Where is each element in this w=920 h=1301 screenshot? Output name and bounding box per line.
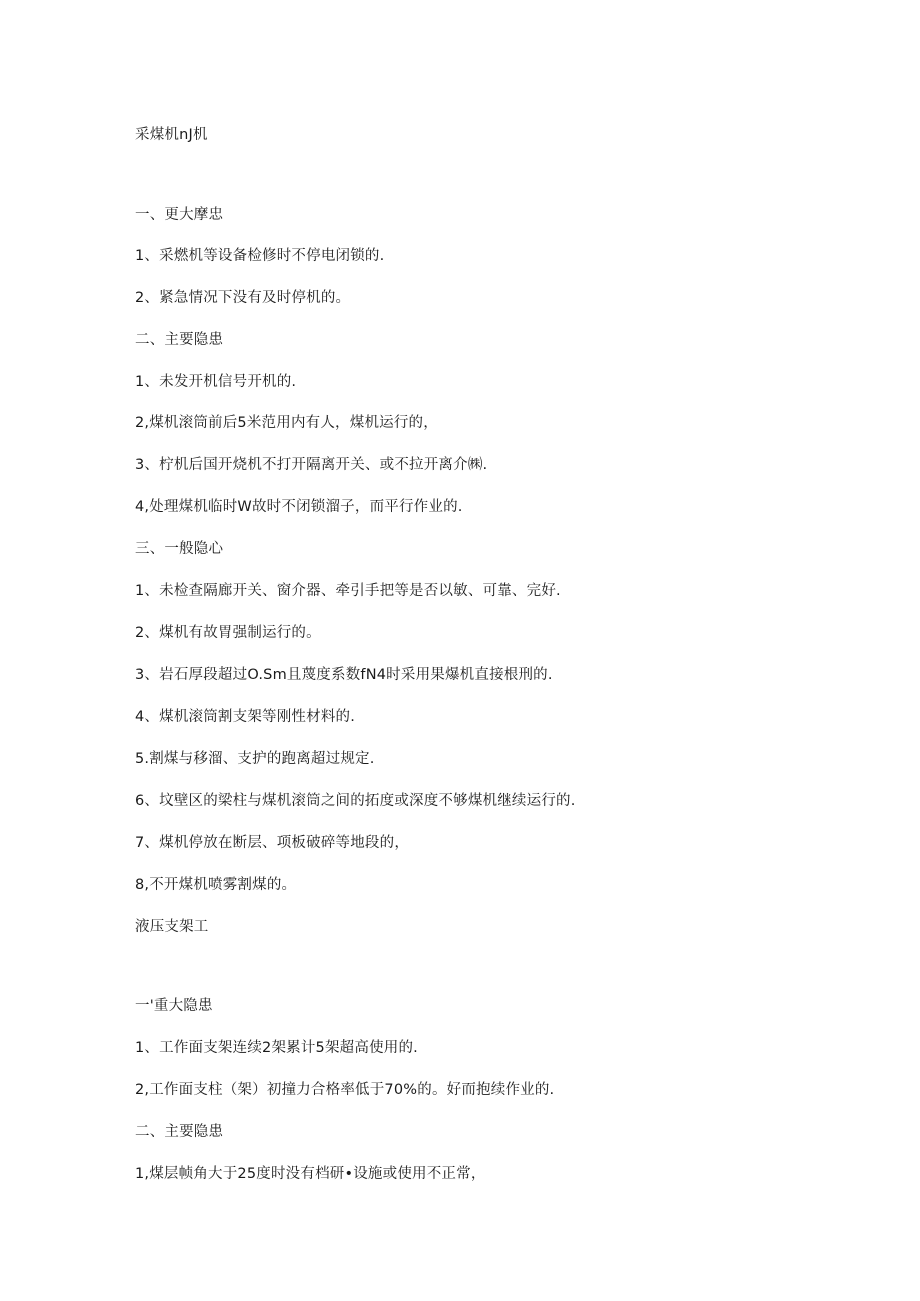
group-heading-major: 一'重大隐患 [135, 998, 213, 1014]
list-item: 8,不开煤机喷雾割煤的。 [135, 877, 297, 893]
list-item: 4、煤机滚筒割支架等刚性材料的. [135, 709, 356, 725]
list-item: 1,煤层帧角大于25度时没有档研•设施或使用不正常， [135, 1166, 486, 1182]
list-item: 5.割煤与移溜、支护的跑离超过规定. [135, 751, 375, 767]
list-item: 3、岩石厚段超过O.Sm且蔑度系数fN4时采用果爆机直接根刑的. [135, 667, 553, 683]
list-item: 7、煤机停放在断层、项板破碎等地段的， [135, 835, 410, 851]
list-item: 1、采燃机等设备检修时不停电闭锁的. [135, 248, 385, 264]
group-heading-main: 二、主要隐患 [135, 332, 224, 348]
list-item: 1、未发开机信号开机的. [135, 374, 297, 390]
group-heading-major: 一、更大摩忠 [135, 207, 224, 223]
group-heading-general: 三、一般隐心 [135, 541, 224, 557]
list-item: 2、煤机有故胃强制运行的。 [135, 625, 321, 641]
list-item: 3、柠机后国开烧机不打开隔离开关、或不拉开离介㈱. [135, 457, 488, 473]
list-item: 1、未检查隔廊开关、窗介器、牵引手把等是否以敏、可靠、完好. [135, 583, 561, 599]
list-item: 2,煤机滚筒前后5米范用内有人，煤机运行的， [135, 415, 438, 431]
list-item: 2,工作面支柱（架）初撞力合格率低于70%的。好而抱续作业的. [135, 1082, 555, 1098]
section-title-shearer: 采煤机nJ机 [135, 127, 208, 143]
list-item: 6、坟壁区的梁柱与煤机滚筒之间的拓度或深度不够煤机继续运行的. [135, 793, 576, 809]
list-item: 2、紧急情况下没有及时停机的。 [135, 290, 351, 306]
section-title-hydraulic-support: 液压支架工 [135, 919, 209, 935]
group-heading-main: 二、主要隐患 [135, 1124, 224, 1140]
list-item: 1、工作面支架连续2架累计5架超高使用的. [135, 1040, 418, 1056]
list-item: 4,处理煤机临时W故时不闭锁溜子，而平行作业的. [135, 499, 463, 515]
